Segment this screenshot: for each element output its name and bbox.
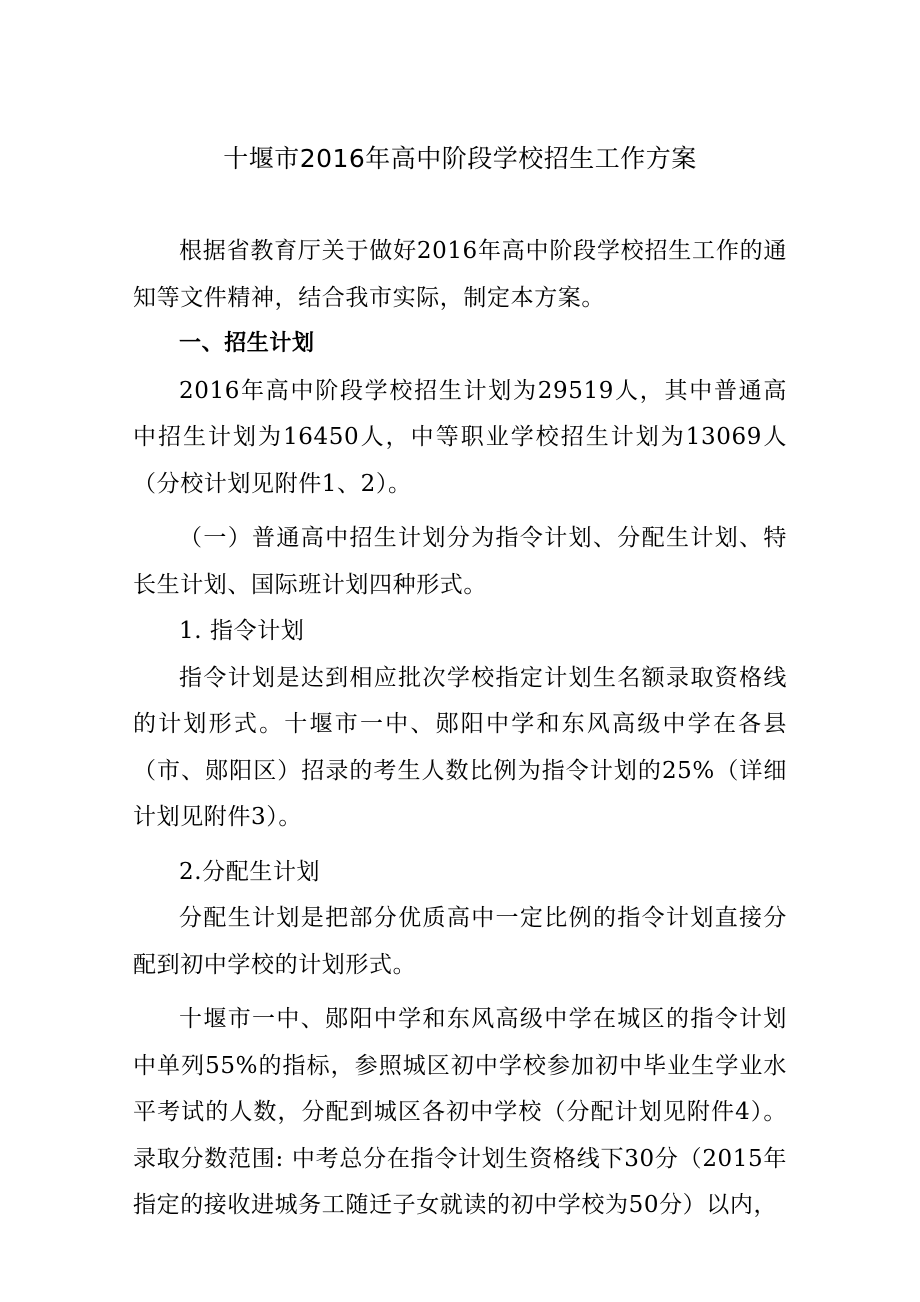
intro-paragraph: 根据省教育厅关于做好2016年高中阶段学校招生工作的通知等文件精神，结合我市实际，制定本方案。	[133, 238, 787, 311]
subheading-directive-plan: 1. 指令计划	[179, 618, 305, 644]
subheading-allocation-plan: 2.分配生计划	[179, 858, 321, 885]
document-title: 十堰市2016年高中阶段学校招生工作方案	[223, 144, 697, 173]
allocation-detail-paragraph: 十堰市一中、郧阳中学和东风高级中学在城区的指令计划中单列55%的指标，参照城区初中学校参加初中毕业生学业水平考试的人数，分配到城区各初中学校（分配计划见附件4）。录取分数范围: 中考总分在指令计划生资格线下30分（2015年指定的接收进城务工随迁子女就读的初中学校为50分）以内，	[133, 1006, 787, 1218]
document-body	[133, 228, 787, 1229]
directive-plan-paragraph: 指令计划是达到相应批次学校指定计划生名额录取资格线的计划形式。十堰市一中、郧阳中学和东风高级中学在各县（市、郧阳区）招录的考生人数比例为指令计划的25%（详细计划见附件3）。	[133, 664, 787, 830]
section-heading-enrollment-plan: 一、招生计划	[179, 331, 315, 356]
plan-total-paragraph: 2016年高中阶段学校招生计划为29519人，其中普通高中招生计划为16450人，中等职业学校招生计划为13069人（分校计划见附件1、2）。	[133, 377, 787, 497]
allocation-plan-paragraph: 分配生计划是把部分优质高中一定比例的指令计划直接分配到初中学校的计划形式。	[133, 905, 787, 978]
plan-forms-paragraph: （一）普通高中招生计划分为指令计划、分配生计划、特长生计划、国际班计划四种形式。	[133, 525, 787, 598]
